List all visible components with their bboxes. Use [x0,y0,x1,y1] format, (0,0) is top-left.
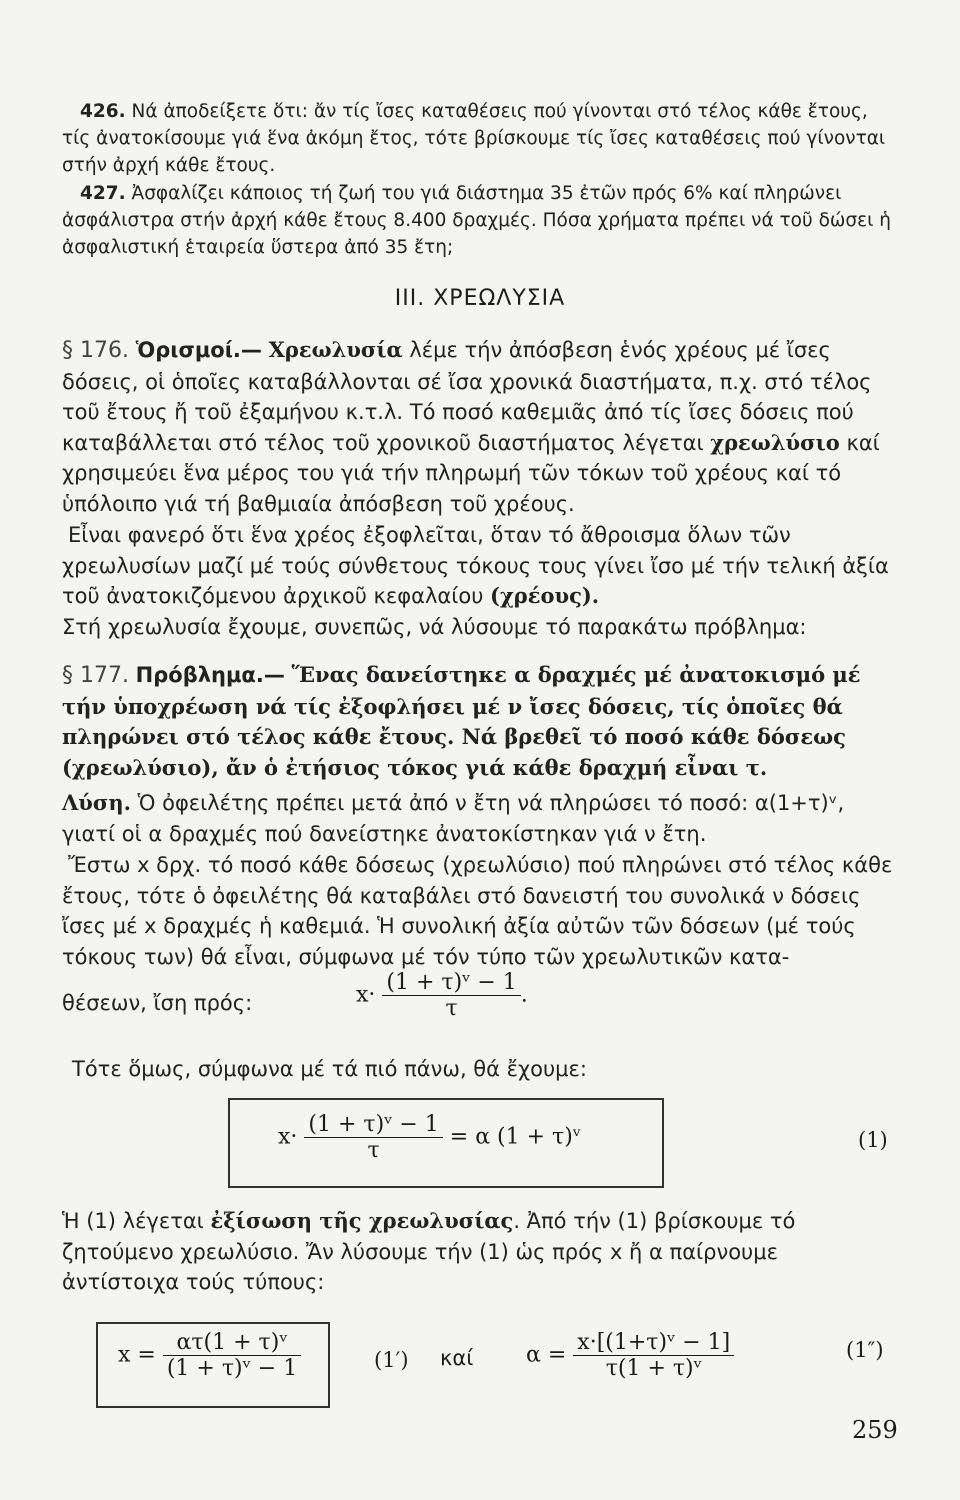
equation-3-lhs: α = [526,1342,567,1368]
term-chreolysia: Χρεωλυσία [268,337,403,362]
problem-427-text: Ἀσφαλίζει κάποιος τή ζωή του γιά διάστημα 35 ἐτῶν πρός 6% καί πληρώνει ἀσφάλιστρα στήν ἀρχή κάθε ἔτους 8.400 δραχμές. Πόσα χρήματα πρέπει νά τοῦ δώσει ἡ ἀσφαλιστική ἑταιρεία ὕστερα ἀπό 35 ἔτη; [62,183,891,258]
solution-text1: Ὁ ὀφειλέτης πρέπει μετά ἀπό ν ἔτη νά πληρώσει τό ποσό: α(1+τ)ᵛ, γιατί οἱ α δραχμές πού δανείστηκε ἀνατοκίστηκαν γιά ν ἔτη. [62,791,845,846]
section-177 [62,660,898,783]
solution-para2 [62,850,898,972]
equation-2 [118,1330,301,1381]
section-176-title: Ὁρισμοί.— [135,338,262,362]
problem-426-number: 426. [80,101,126,122]
term-chreolysio: χρεωλύσιο [710,429,840,455]
section-177-sign: § 177. [62,663,129,688]
solution-after-eq1 [62,1206,898,1298]
solution-then: Τότε ὅμως, σύμφωνα μέ τά πιό πάνω, θά ἔχουμε: [72,1057,587,1081]
term-equation-chreolysia: ἐξίσωση τῆς χρεωλυσίας [210,1208,514,1233]
section-176-text2: καί χρησιμεύει ἕνα μέρος του γιά τήν πληρωμή τῶν τόκων τοῦ χρέους καί τό ὑπόλοιπο γιά τή βαθμιαία ἀπόσβεση τοῦ χρέους. [62,430,880,516]
solution-label: Λύση. [62,790,131,815]
and-word: καί [440,1346,474,1370]
solution-para2-text: Ἔστω x δρχ. τό ποσό κάθε δόσεως (χρεωλύσιο) πού πληρώνει στό τέλος κάθε ἔτους, τότε ὁ ὀφειλέτης θά καταβάλει στό δανειστή του συνολικά ν δόσεις ἴσες μέ x δραχμές ἡ καθεμιά. Ἡ συνολική ἀξία αὐτῶν τῶν δόσεων (μέ τούς τόκους των) θά εἶναι, σύμφωνα μέ τόν τύπο τῶν χρεωλυτικῶν κατα- [62,853,893,969]
equation-3 [526,1330,734,1381]
solution-after1-b: . Ἀπό τήν (1) βρίσκουμε τό ζητούμενο χρεωλύσιο. Ἄν λύσουμε τήν (1) ὡς πρός x ἤ α παίρνουμε ἀντίστοιχα τούς τύπους: [62,1209,796,1294]
equation-2-lhs: x = [118,1342,156,1368]
inline-formula-dot: . [520,982,528,1008]
problem-427-number: 427. [80,183,126,204]
section-176-para3-text: Στή χρεωλυσία ἔχουμε, συνεπῶς, νά λύσουμε τό παρακάτω πρόβλημα: [62,615,807,639]
equation-2-numerator: ατ(1 + τ)ᵛ [176,1330,288,1355]
equation-1-x: x· [278,1124,298,1150]
section-177-title: Πρόβλημα.— [135,663,285,687]
problem-426 [62,98,898,179]
equation-1 [278,1112,581,1163]
section-176-para3 [62,612,898,643]
section-176-para2-text: Εἶναι φανερό ὅτι ἕνα χρέος ἐξοφλεῖται, ὅταν τό ἄθροισμα ὅλων τῶν χρεωλυσίων μαζί μέ τούς σύνθετους τόκους τους γίνει ἴσο μέ τήν τελική ἀξία τοῦ ἀνατοκιζόμενου ἀρχικοῦ κεφαλαίου [62,523,889,608]
equation-3-numerator: x·[(1+τ)ᵛ − 1] [577,1330,731,1355]
equation-1-label: (1) [858,1128,888,1152]
inline-formula-numerator: (1 + τ)ᵛ − 1 [386,970,517,995]
solution-para2-end: θέσεων, ἴση πρός: [62,991,253,1015]
equation-3-fraction [573,1330,734,1381]
inline-formula-fraction [382,970,520,1021]
problem-426-text: Νά ἀποδείξετε ὅτι: ἄν τίς ἴσες καταθέσεις πού γίνονται στό τέλος κάθε ἔτους, τίς ἀνατοκίσουμε γιά ἕνα ἀκόμη ἔτος, τότε βρίσκουμε τίς ἴσες καταθέσεις πού γίνονται στήν ἀρχή κάθε ἔτους. [62,101,886,176]
section-176-para2-debt: (χρέους). [490,583,600,608]
problem-427 [62,180,898,261]
equation-2-denominator: (1 + τ)ᵛ − 1 [163,1355,301,1381]
section-176-sign: § 176. [62,338,129,363]
equation-3-denominator: τ(1 + τ)ᵛ [573,1355,734,1381]
section-176-para2 [62,520,898,612]
section-176-text1: λέμε τήν ἀπόσβεση ἑνός χρέους μέ ἴσες δόσεις, οἱ ὁποῖες καταβάλλονται σέ ἴσα χρονικά διαστήματα, π.χ. στό τέλος τοῦ ἔτους ἤ τοῦ ἐξαμήνου κ.τ.λ. Τό ποσό καθεμιᾶς ἀπό τίς ἴσες δόσεις πού καταβάλλεται στό τέλος τοῦ χρονικοῦ διαστήματος λέγεται [62,338,872,455]
section-176 [62,335,898,519]
inline-formula [356,970,528,1021]
section-177-text: Ἕνας δανείστηκε α δραχμές μέ ἀνατοκισμό μέ τήν ὑποχρέωση νά τίς ἐξοφλήσει μέ ν ἴσες δόσεις, τίς ὁποῖες θά πληρώνει στό τέλος κάθε ἔτους. Νά βρεθεῖ τό ποσό κάθε δόσεως (χρεωλύσιο), ἄν ὁ ἐτήσιος τόκος γιά κάθε δραχμή εἶναι τ. [62,662,861,780]
inline-formula-denominator: τ [382,995,520,1021]
page-number: 259 [852,1416,898,1444]
solution-after1-a: Ἡ (1) λέγεται [62,1209,211,1233]
equation-2-fraction [163,1330,301,1381]
solution-para1 [62,788,898,849]
equation-1-denominator: τ [304,1137,442,1163]
chapter-heading: III. ΧΡΕΩΛΥΣΙΑ [394,286,566,311]
equation-3-label: (1″) [846,1338,884,1362]
equation-1-rhs: = α (1 + τ)ᵛ [449,1124,582,1150]
equation-1-fraction [304,1112,442,1163]
equation-2-label: (1′) [374,1348,409,1372]
equation-1-numerator: (1 + τ)ᵛ − 1 [308,1112,439,1137]
inline-formula-x: x· [356,982,376,1008]
